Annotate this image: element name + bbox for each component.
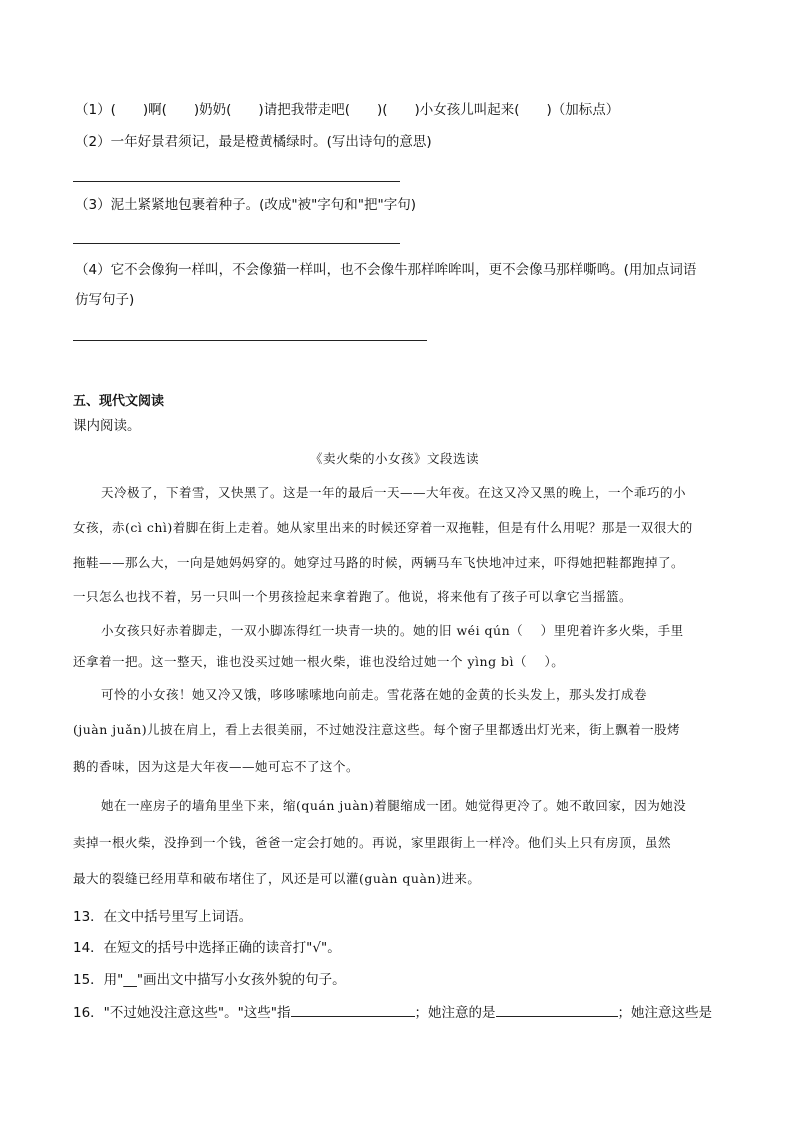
- passage-line: 可怜的小女孩！她又冷又饿，哆哆嗦嗦地向前走。雪花落在她的金黄的长头发上，那头发打成卷: [101, 687, 648, 702]
- passage-line: 鹅的香味，因为这是大年夜——她可忘不了这个。: [73, 759, 360, 774]
- q4-item-1: （1）( )啊( )奶奶( )请把我带走吧( )( )小女孩儿叫起来( )（加标点）: [75, 102, 620, 118]
- section-heading: 五、现代文阅读: [73, 394, 165, 409]
- question-16-prompt: ；她注意的是: [414, 1005, 496, 1021]
- passage-line: 小女孩只好赤着脚走，一双小脚冻得红一块青一块的。她的旧 wéi qún（ ）里兜着许多火柴，手里: [101, 623, 684, 638]
- q4-item-4-line2: 仿写句子): [75, 292, 135, 308]
- answer-line: [73, 243, 400, 244]
- answer-blank[interactable]: [291, 1002, 415, 1017]
- answer-line: [73, 340, 427, 341]
- passage-line: 拖鞋——那么大，一向是她妈妈穿的。她穿过马路的时候，两辆马车飞快地冲过来，吓得她把鞋都跑掉了。: [73, 555, 685, 570]
- answer-blank[interactable]: [496, 1002, 618, 1017]
- question-16-prompt: ；她注意这些是: [617, 1005, 713, 1021]
- section-subheading: 课内阅读。: [73, 418, 141, 434]
- question-15: 15．用"__"画出文中描写小女孩外貌的句子。: [73, 972, 346, 988]
- passage-line: 天冷极了，下着雪，又快黑了。这是一年的最后一天——大年夜。在这又冷又黑的晚上，一个乖巧的小: [101, 485, 687, 500]
- passage-line: 她在一座房子的墙角里坐下来，缩(quán juàn)着腿缩成一团。她觉得更冷了。她不敢回家，因为她没: [101, 798, 687, 813]
- passage-title: 《卖火柴的小女孩》文段选读: [310, 451, 480, 466]
- question-14: 14．在短文的括号中选择正确的读音打"√"。: [73, 940, 341, 956]
- q4-item-3: （3）泥土紧紧地包裹着种子。(改成"被"字句和"把"字句): [75, 197, 416, 213]
- question-16: [73, 1002, 712, 1023]
- answer-line: [73, 181, 400, 182]
- q4-item-2: （2）一年好景君须记，最是橙黄橘绿时。(写出诗句的意思): [75, 134, 432, 150]
- q4-item-4-line1: （4）它不会像狗一样叫，不会像猫一样叫，也不会像牛那样哞哞叫，更不会像马那样嘶鸣。(用加点词语: [75, 262, 697, 278]
- passage-line: 最大的裂缝已经用草和破布堵住了，风还是可以灌(guàn quàn)进来。: [73, 871, 481, 886]
- passage-line: (juàn juǎn)儿披在肩上，看上去很美丽，不过她没注意这些。每个窗子里都透出灯光来，街上飘着一股烤: [73, 722, 681, 737]
- passage-line: 一只怎么也找不着，另一只叫一个男孩捡起来拿着跑了。他说，将来他有了孩子可以拿它当摇篮。: [73, 589, 633, 604]
- question-16-prompt: 16．"不过她没注意这些"。"这些"指: [73, 1005, 291, 1021]
- passage-line: 还拿着一把。这一整天，谁也没买过她一根火柴，谁也没给过她一个 yìng bì（ ）。: [73, 654, 565, 669]
- passage-line: 女孩，赤(cì chì)着脚在街上走着。她从家里出来的时候还穿着一双拖鞋，但是有什么用呢？那是一双很大的: [73, 520, 693, 535]
- passage-line: 卖掉一根火柴，没挣到一个钱，爸爸一定会打她的。再说，家里跟街上一样冷。他们头上只有房顶，虽然: [73, 835, 672, 850]
- question-13: 13．在文中括号里写上词语。: [73, 909, 253, 925]
